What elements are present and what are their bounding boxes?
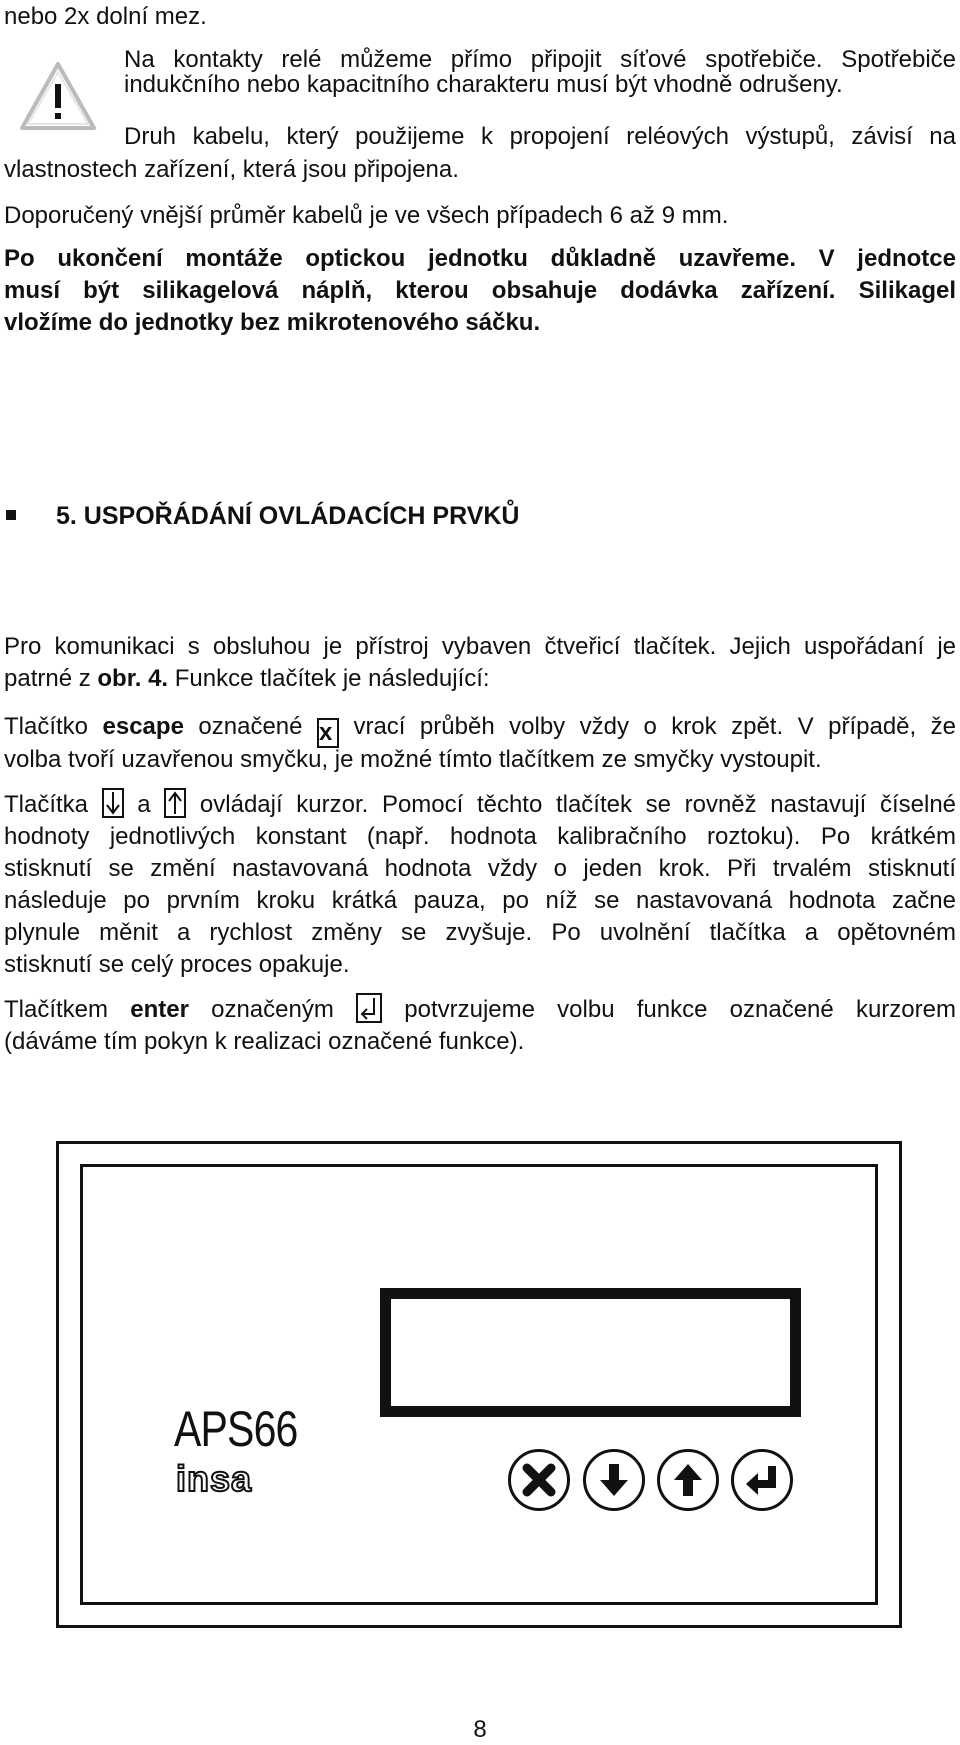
text-line: Doporučený vnější průměr kabelů je ve všech případech 6 až 9 mm. [4, 202, 729, 229]
enter-button[interactable] [731, 1449, 793, 1511]
text-line: stisknutí se změní nastavovaná hodnota vždy o jeden krok. Při trvalém stisknutí [4, 855, 956, 882]
arrow-down-key-icon [102, 788, 124, 818]
text-line: (dáváme tím pokyn k realizaci označené funkce). [4, 1028, 525, 1055]
device-model-label: APS66 [174, 1401, 298, 1457]
arrow-up-icon [660, 1452, 716, 1508]
text-line: plynule měnit a rychlost změny se zvyšuje. Po uvolnění tlačítka a opětovném [4, 919, 956, 946]
text-line: indukčního nebo kapacitního charakteru musí být vhodně odrušeny. [124, 71, 843, 98]
escape-paragraph: Tlačítko escape označené x vrací průběh volby vždy o krok zpět. V případě, že [4, 713, 957, 746]
arrow-up-key-icon [164, 788, 186, 818]
enter-paragraph: Tlačítkem enter označeným potvrzujeme volbu funkce označené kurzorem [4, 993, 956, 1026]
text-line: volba tvoří uzavřenou smyčku, je možné tímto tlačítkem ze smyčky vystoupit. [4, 746, 822, 773]
text-line: hodnoty jednotlivých konstant (např. hodnota kalibračního roztoku). Po krátkém [4, 823, 956, 850]
enter-icon [734, 1452, 790, 1508]
text-line: musí být silikagelová náplň, kterou obsahuje dodávka zařízení. Silikagel [4, 277, 956, 304]
text-line: nebo 2x dolní mez. [4, 3, 207, 30]
down-button[interactable] [583, 1449, 645, 1511]
escape-key-symbol: x [317, 718, 339, 748]
page-number: 8 [473, 1716, 487, 1743]
escape-button[interactable] [508, 1449, 570, 1511]
figure-reference: obr. 4. [97, 665, 169, 692]
enter-key-icon [356, 993, 382, 1023]
text-line: Pro komunikaci s obsluhou je přístroj vybaven čtveřicí tlačítek. Jejich uspořádaní je [4, 633, 956, 660]
up-button[interactable] [657, 1449, 719, 1511]
text-line: Druh kabelu, který použijeme k propojení reléových výstupů, závisí na [124, 123, 956, 150]
text-line: vlastnostech zařízení, která jsou připojena. [4, 156, 459, 183]
arrows-paragraph: Tlačítka a ovládají kurzor. Pomocí těchto tlačítek se rovněž nastavují číselné [4, 788, 956, 821]
lcd-display [380, 1288, 801, 1417]
brand-logo: insa [176, 1458, 253, 1499]
text-line: Po ukončení montáže optickou jednotku důkladně uzavřeme. V jednotce [4, 245, 956, 272]
section-heading: 5. USPOŘÁDÁNÍ OVLÁDACÍCH PRVKŮ [56, 502, 520, 530]
warning-icon [18, 60, 98, 132]
text-line: vložíme do jednotky bez mikrotenového sáčku. [4, 309, 541, 336]
close-icon [511, 1452, 567, 1508]
text-line: Na kontakty relé můžeme přímo připojit síťové spotřebiče. Spotřebiče [124, 46, 956, 73]
text-line: patrné z obr. 4. Funkce tlačítek je následující: [4, 665, 490, 692]
text-line: následuje po prvním kroku krátká pauza, po níž se nastavovaná hodnota začne [4, 887, 956, 914]
arrow-down-icon [586, 1452, 642, 1508]
text-line: stisknutí se celý proces opakuje. [4, 951, 350, 978]
bullet-icon [6, 510, 16, 520]
